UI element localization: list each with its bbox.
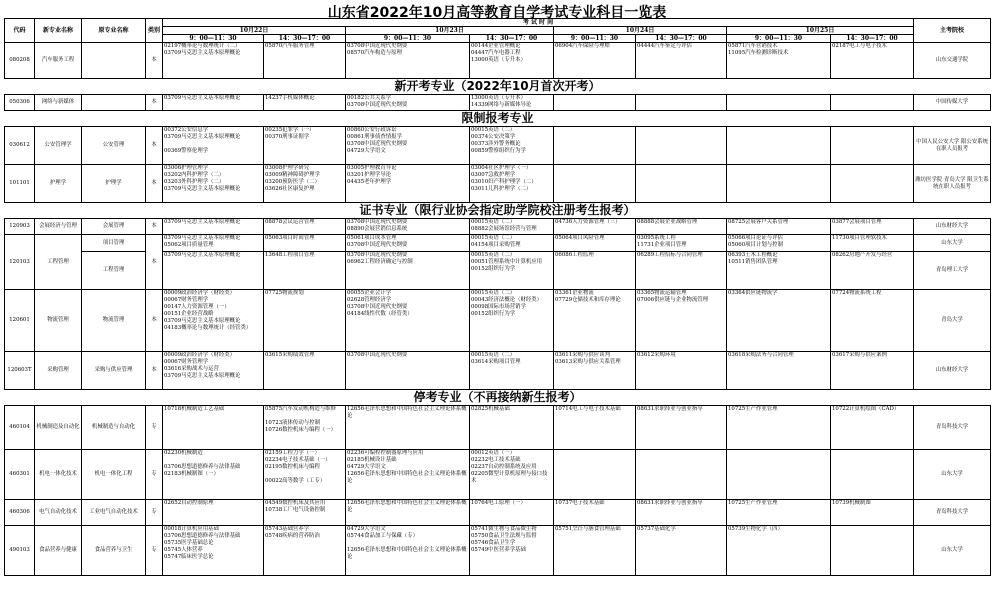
- course-cell: [831, 127, 914, 165]
- school-name: 青岛科技大学: [914, 500, 991, 526]
- header-date-4: 10月25日: [727, 27, 914, 35]
- course-cell: [727, 95, 831, 111]
- section-heading: 证书专业（限行业协会指定助学院校注册考生报考）: [359, 203, 636, 217]
- course-cell: 10725生产作业管理: [727, 500, 831, 526]
- course-cell: [831, 450, 914, 500]
- course-cell: [831, 526, 914, 576]
- course-cell: 03709马克思主义基本原理概论: [163, 252, 264, 290]
- course-cell: 03708中国近现代史纲要 06962工程经济确定与控制: [346, 252, 470, 290]
- old-major-name: [82, 43, 146, 79]
- course-cell: 04549数控机床及其应用 10738工厂电气设备控制: [264, 500, 346, 526]
- old-major-name: 机械制造与自动化: [82, 406, 146, 450]
- course-cell: 02652自动控制原理: [163, 500, 264, 526]
- school-name: 青岛大学: [914, 290, 991, 352]
- course-cell: 03364供应链物流学: [727, 290, 831, 352]
- table-row: [5, 290, 991, 352]
- section-row: [5, 79, 991, 95]
- course-cell: 08888会展企业战略管理: [636, 219, 727, 235]
- course-cell: [636, 165, 727, 203]
- level: 专: [146, 450, 163, 500]
- level: 专: [146, 500, 163, 526]
- old-major-name: 食品营养与卫生: [82, 526, 146, 576]
- course-cell: 05871汽车营销技术 11095汽车检测诊断技术: [727, 43, 831, 79]
- new-major-name: 电气自动化技术: [35, 500, 82, 526]
- course-cell: 07724物流系统工程: [831, 290, 914, 352]
- table-row: [5, 43, 991, 79]
- course-cell: 05063项目时间管理: [264, 235, 346, 252]
- header-pm: 14：30—17：00: [470, 35, 554, 43]
- school-name: 山东财经大学: [914, 219, 991, 235]
- course-cell: 03709马克思主义基本原理概论: [163, 219, 264, 235]
- level: 专: [146, 526, 163, 576]
- major-code: 030612: [5, 127, 35, 165]
- course-cell: 03877会展项目管理: [831, 219, 914, 235]
- major-code: 101101: [5, 165, 35, 203]
- course-cell: 06393土木工程概论 10511销售团队管理: [727, 252, 831, 290]
- course-cell: 02236可编程控制器原理与应用 02185机械设计基础 04729大学语文 12656毛泽东思想和中国特色社会主义理论体系概论: [346, 450, 470, 500]
- old-major-name: [82, 95, 146, 111]
- course-cell: 03005护理教育导论 03201护理学导论 04435老年护理学: [346, 165, 470, 203]
- course-cell: 00012英语（一） 02232电工技术基础 02237自动控制系统及应用 02205微型计算机原理与接口技术: [470, 450, 554, 500]
- new-major-name: 物流管理: [35, 290, 82, 352]
- major-code: 050306: [5, 95, 35, 111]
- course-cell: 00018计算机应用基础 03706思想道德修养与法律基础 05735医学基础总论 05745人体营养 05747临床医学总论: [163, 526, 264, 576]
- course-cell: 10737电子技术基础: [554, 500, 636, 526]
- level: 本: [146, 165, 163, 203]
- course-cell: 13648工程项目管理: [264, 252, 346, 290]
- course-cell: 12656毛泽东思想和中国特色社会主义理论体系概论: [346, 500, 470, 526]
- major-code: 460301: [5, 450, 35, 500]
- major-code: 460306: [5, 500, 35, 526]
- new-major-name: 机电一体化技术: [35, 450, 82, 500]
- table-row: [5, 235, 991, 252]
- course-cell: 03095系统工程 11731企业项目管理: [636, 235, 727, 252]
- header-pm: 14：30—17：00: [264, 35, 346, 43]
- course-cell: 08878会议运营管理: [264, 219, 346, 235]
- course-cell: 08631求职择业与创业指导: [636, 500, 727, 526]
- course-cell: 03617采购与供应案例: [831, 352, 914, 390]
- school-name: 山东大学: [914, 526, 991, 576]
- course-cell: 00009政治经济学（财经类） 00067财务管理学 00147人力资源管理（一） 00151企业经营战略 03709马克思主义基本原理概论 04183概率论与数理统计（经管类）: [163, 290, 264, 352]
- table-row: [5, 500, 991, 526]
- old-major-name: 公安管理: [82, 127, 146, 165]
- header-row-1: [5, 19, 991, 27]
- exam-schedule-table: [4, 18, 991, 576]
- level: 本: [146, 43, 163, 79]
- course-cell: 03708中国近现代史纲要 08890会展营销信息系统: [346, 219, 470, 235]
- old-major-name: 采购与供应管理: [82, 352, 146, 390]
- course-cell: [727, 165, 831, 203]
- header-date-3: 10月24日: [554, 27, 727, 35]
- course-cell: 10739机械制图: [831, 500, 914, 526]
- table-row: [5, 219, 991, 235]
- level: 本: [146, 127, 163, 165]
- major-code: 460104: [5, 406, 35, 450]
- course-cell: 12656毛泽东思想和中国特色社会主义理论体系概论: [346, 406, 470, 450]
- level: 本: [146, 290, 163, 352]
- new-major-name: 网络与新媒体: [35, 95, 82, 111]
- school-name: 山东交通学院: [914, 43, 991, 79]
- section-heading: 限制报考专业: [461, 111, 534, 125]
- level: 本: [146, 95, 163, 111]
- course-cell: 00860公安行政诉讼 00861刑事侦查情报学 03708中国近现代史纲要 04729大学语文: [346, 127, 470, 165]
- course-cell: 06904汽车保险与理赔: [554, 43, 636, 79]
- table-row: [5, 450, 991, 500]
- course-cell: [727, 450, 831, 500]
- level: 本: [146, 219, 163, 235]
- course-cell: 02197概率论与数理统计（二） 03709马克思主义基本原理概论: [163, 43, 264, 79]
- course-cell: 10725生产作业管理: [727, 406, 831, 450]
- course-cell: 05739生物化学（四）: [727, 526, 831, 576]
- new-major-name: 采购管理: [35, 352, 82, 390]
- course-cell: 08725会展客户关系管理: [727, 219, 831, 235]
- course-cell: 00015英语（二） 04154项目采购管理: [470, 235, 554, 252]
- course-cell: 00182公共关系学 03708中国近现代史纲要: [346, 95, 470, 111]
- table-row: [5, 127, 991, 165]
- major-code: 120603T: [5, 352, 35, 390]
- school-name: 中国人民公安大学 限公安系统在职人员报考: [914, 127, 991, 165]
- table-row: [5, 526, 991, 576]
- section-row: [5, 390, 991, 406]
- header-pm: 14：30—17：00: [831, 35, 914, 43]
- course-cell: 03708中国近现代史纲要 08570汽车构造与原理: [346, 43, 470, 79]
- major-code: 120903: [5, 219, 35, 235]
- course-cell: [554, 127, 636, 165]
- course-cell: [727, 127, 831, 165]
- course-cell: 00144企业管理概论 04447汽车电器工程 13000英语（专升本）: [470, 43, 554, 79]
- new-major-name: 公安管理学: [35, 127, 82, 165]
- course-cell: 05066项目论证与评估 05060项目计划与控制: [727, 235, 831, 252]
- course-cell: 05875汽车发动机构造与维修 10723液体传动与控制 10726数控机床与编程（一）: [264, 406, 346, 450]
- school-name: 潍坊医学院 青岛大学 限卫生系统在职人员报考: [914, 165, 991, 203]
- course-cell: 05061项目成本管理 03708中国近现代史纲要: [346, 235, 470, 252]
- course-cell: 05870汽车服务管理: [264, 43, 346, 79]
- course-cell: [554, 165, 636, 203]
- course-cell: 03615采购绩效管理: [264, 352, 346, 390]
- section-heading: 新开考专业（2022年10月首次开考）: [394, 79, 601, 93]
- header-level: 类别: [146, 19, 163, 43]
- course-cell: 05064项目风险管理: [554, 235, 636, 252]
- header-am: 9：00—11：30: [727, 35, 831, 43]
- course-cell: 03612采购环境: [636, 352, 727, 390]
- course-cell: [554, 450, 636, 500]
- page-title: 山东省2022年10月高等教育自学考试专业科目一览表: [327, 5, 667, 21]
- course-cell: 03004社区护理学（一） 03007急救护理学 03010妇产科护理学（二） 03011儿科护理学（二）: [470, 165, 554, 203]
- course-cell: 00055企业会计学 02628管理经济学 03708中国近现代史纲要 04184线性代数（经管类）: [346, 290, 470, 352]
- course-cell: 05737基础化学: [636, 526, 727, 576]
- course-cell: [831, 95, 914, 111]
- old-major-name: 工程管理: [82, 252, 146, 290]
- new-major-name: 工程管理: [35, 235, 82, 290]
- header-new-major: 新专业名称: [35, 19, 82, 43]
- course-cell: 04736人力资源管理（三）: [554, 219, 636, 235]
- table-row: [5, 406, 991, 450]
- school-name: 山东大学: [914, 450, 991, 500]
- course-cell: 00015英语（二） 03614采购项目管理: [470, 352, 554, 390]
- section-row: [5, 203, 991, 219]
- course-cell: 04729大学语文 05744食品加工与保藏（专） 12656毛泽东思想和中国特色社会主义理论体系概论: [346, 526, 470, 576]
- course-cell: 10714电工与电子技术基础: [554, 406, 636, 450]
- header-old-major: 原专业名称: [82, 19, 146, 43]
- course-cell: 04444汽车鉴定与评估: [636, 43, 727, 79]
- course-cell: [554, 95, 636, 111]
- major-code: 490103: [5, 526, 35, 576]
- header-exam-time: 考 试 时 间: [163, 19, 914, 27]
- course-cell: 00015英语（二） 00374公安决策学 00373涉外警务概论 00859警察组织行为学: [470, 127, 554, 165]
- course-cell: 00015英语（二） 00051管理系统中计算机应用 00152组织行为学: [470, 252, 554, 290]
- new-major-name: 护理学: [35, 165, 82, 203]
- school-name: 青岛理工大学: [914, 252, 991, 290]
- course-cell: 10764电工原理（一）: [470, 500, 554, 526]
- major-code: 120601: [5, 290, 35, 352]
- course-cell: 02825机械基础: [470, 406, 554, 450]
- header-am: 9：00—11：30: [554, 35, 636, 43]
- course-cell: 06086工程监理: [554, 252, 636, 290]
- course-cell: 03365物流运输管理 07006供应链与企业物流管理: [636, 290, 727, 352]
- course-cell: 02230机械制造 03706思想道德修养与法律基础 02183机械制图（一）: [163, 450, 264, 500]
- table-row: [5, 95, 991, 111]
- course-cell: 05743基础营养学 05748疾病的营养防治: [264, 526, 346, 576]
- table-row: [5, 352, 991, 390]
- course-cell: 03618采购法务与合同管理: [727, 352, 831, 390]
- course-cell: 03008护理学研究 03009精神障碍护理学 03200预防医学（二） 03626社区康复护理: [264, 165, 346, 203]
- new-major-name: 食品营养与健康: [35, 526, 82, 576]
- level: 专: [146, 406, 163, 450]
- old-major-name: 工业电气自动化技术: [82, 500, 146, 526]
- header-code: 代码: [5, 19, 35, 43]
- course-cell: 11730项目管理软技术: [831, 235, 914, 252]
- course-cell: 10722计算机绘图（CAD）: [831, 406, 914, 450]
- old-major-name: 会展管理: [82, 219, 146, 235]
- course-cell: 00009政治经济学（财经类） 00067财务管理学 03616采购战术与运营 03709马克思主义基本原理概论: [163, 352, 264, 390]
- course-cell: 00015英语（二） 00043经济法概论（财经类） 00098国际市场营销学 00152组织行为学: [470, 290, 554, 352]
- new-major-name: 机械制造及自动化: [35, 406, 82, 450]
- school-name: 中国传媒大学: [914, 95, 991, 111]
- new-major-name: 会展经济与管理: [35, 219, 82, 235]
- course-cell: 08262房地产开发与经营: [831, 252, 914, 290]
- course-cell: 00235犯罪学（一） 00370刑事证据学: [264, 127, 346, 165]
- section-heading: 停考专业（不再接纳新生报考）: [413, 390, 582, 404]
- old-major-name: 护理学: [82, 165, 146, 203]
- major-code: 080208: [5, 43, 35, 79]
- school-name: 青岛科技大学: [914, 406, 991, 450]
- course-cell: [636, 450, 727, 500]
- new-major-name: 汽车服务工程: [35, 43, 82, 79]
- course-cell: 00015英语（二） 08882会展场馆经营与管理: [470, 219, 554, 235]
- course-cell: 03709马克思主义基本原理概论 05062项目质量管理: [163, 235, 264, 252]
- course-cell: 03611采购与供应谈判 03613采购与供应关系管理: [554, 352, 636, 390]
- course-cell: 03361企业物流 07729仓储技术和库存理论: [554, 290, 636, 352]
- course-cell: [831, 165, 914, 203]
- header-date-1: 10月22日: [163, 27, 346, 35]
- old-major-name: 项目管理: [82, 235, 146, 252]
- course-cell: [636, 95, 727, 111]
- course-cell: 03006护理管理学 03202内科护理学（二） 03203外科护理学（二） 03709马克思主义基本原理概论: [163, 165, 264, 203]
- course-cell: 14237手机媒体概论: [264, 95, 346, 111]
- level: 本: [146, 352, 163, 390]
- major-code: 120103: [5, 235, 35, 290]
- header-am: 9：00—11：30: [163, 35, 264, 43]
- course-cell: [636, 127, 727, 165]
- course-cell: 07725物流规划: [264, 290, 346, 352]
- course-cell: 02159工程力学（一） 02234电子技术基础（一） 02195数控机床与编程 00022高等数学（工专）: [264, 450, 346, 500]
- course-cell: 10718机械制造工艺基础: [163, 406, 264, 450]
- school-name: 山东大学: [914, 235, 991, 252]
- course-cell: 05741微生物与食品微生物 05750食品卫生法规与监督 05746食品卫生学 05749中医营养学基础: [470, 526, 554, 576]
- table-row: [5, 165, 991, 203]
- header-date-2: 10月23日: [346, 27, 554, 35]
- course-cell: 02187电工与电子技术: [831, 43, 914, 79]
- header-pm: 14：30—17：00: [636, 35, 727, 43]
- old-major-name: 机电一体化工程: [82, 450, 146, 500]
- old-major-name: 物流管理: [82, 290, 146, 352]
- header-school: 主考院校: [914, 19, 991, 43]
- course-cell: 00372公安信息学 03709马克思主义基本原理概论 00369警察伦理学: [163, 127, 264, 165]
- level: 本: [146, 235, 163, 290]
- section-row: [5, 111, 991, 127]
- course-cell: 05751烹饪与膳食管理基础: [554, 526, 636, 576]
- course-cell: 08631求职择业与创业指导: [636, 406, 727, 450]
- school-name: 山东财经大学: [914, 352, 991, 390]
- header-am: 9：00—11：30: [346, 35, 470, 43]
- course-cell: 03709马克思主义基本原理概论: [163, 95, 264, 111]
- course-cell: 13000英语（专升本） 14339网络与新媒体导论: [470, 95, 554, 111]
- course-cell: 03708中国近现代史纲要: [346, 352, 470, 390]
- course-cell: 06289工程招标与合同管理: [636, 252, 727, 290]
